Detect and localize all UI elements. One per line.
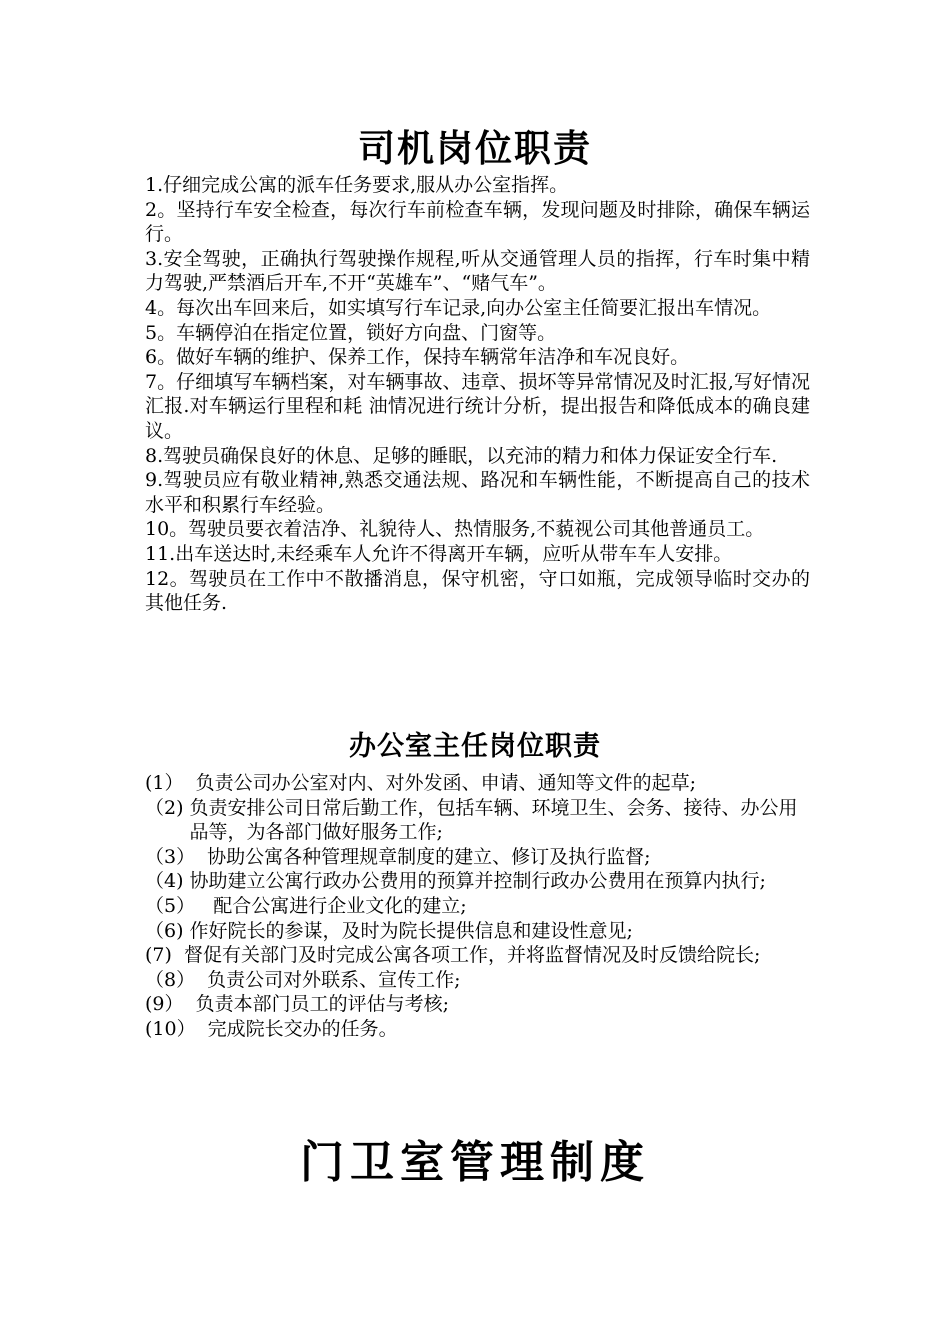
office-duty-number: （8） — [145, 968, 208, 991]
office-duty-item — [145, 919, 810, 944]
office-duty-text: 作好院长的参谋，及时为院长提供信息和建设性意见; — [189, 919, 633, 942]
driver-duty-item: 4。每次出车回来后，如实填写行车记录,向办公室主任简要汇报出车情况。 — [145, 296, 772, 319]
office-duty-item — [145, 796, 810, 845]
driver-duties-list — [145, 173, 810, 616]
office-duty-item — [145, 992, 810, 1017]
office-duty-text: 协助公寓各种管理规章制度的建立、修订及执行监督; — [207, 845, 651, 868]
office-duty-number: （5） — [145, 894, 214, 917]
driver-duty-item: 1.仔细完成公寓的派车任务要求,服从办公室指挥。 — [145, 174, 569, 196]
driver-duty-item: 2。坚持行车安全检查，每次行车前检查车辆，发现问题及时排除，确保车辆运行。 — [145, 198, 810, 246]
driver-duty-item: 6。做好车辆的维护、保养工作，保持车辆常年洁净和车况良好。 — [145, 346, 690, 369]
office-duty-number: (10） — [145, 1017, 208, 1040]
office-duty-number: （6) — [145, 919, 190, 942]
office-duty-text: 负责本部门员工的评估与考核; — [195, 993, 449, 1016]
driver-duty-item: 12。驾驶员在工作中不散播消息，保守机密，守口如瓶，完成领导临时交办的其他任务. — [145, 567, 810, 615]
driver-duty-item: 3.安全驾驶，正确执行驾驶操作规程,听从交通管理人员的指挥，行车时集中精力驾驶,严禁酒后开车,不开“英雄车”、“赌气车”。 — [145, 247, 810, 295]
office-duty-number: (1） — [145, 772, 196, 794]
office-duty-text: 负责安排公司日常后勤工作，包括车辆、环境卫生、会务、接待、办公用品等，为各部门做好服务工作; — [189, 796, 798, 844]
driver-duty-item: 5。车辆停泊在指定位置，锁好方向盘、门窗等。 — [145, 321, 557, 344]
driver-duty-item: 8.驾驶员确保良好的休息、足够的睡眠，以充沛的精力和体力保证安全行车. — [145, 444, 778, 467]
office-duty-number: （4) — [145, 870, 190, 893]
office-duty-item — [145, 1017, 810, 1042]
gatehouse-rules-title: 门卫室管理制度 — [300, 1137, 650, 1188]
office-duty-number: （3） — [145, 845, 208, 868]
office-duty-text: 负责公司办公室对内、对外发函、申请、通知等文件的起草; — [195, 772, 696, 794]
office-duties-list — [145, 771, 810, 1042]
driver-duties-title: 司机岗位职责 — [358, 127, 592, 170]
driver-duty-item: 9.驾驶员应有敬业精神,熟悉交通法规、路况和车辆性能，不断提高自己的技术水平和积累行车经验。 — [145, 469, 810, 516]
office-duty-item — [145, 869, 810, 894]
office-duty-item — [145, 845, 810, 870]
driver-duty-item: 10。驾驶员要衣着洁净、礼貌待人、热情服务,不藐视公司其他普通员工。 — [145, 518, 765, 541]
office-duty-text: 完成院长交办的任务。 — [207, 1017, 398, 1040]
office-duty-text: 协助建立公寓行政办公费用的预算并控制行政办公费用在预算内执行; — [189, 870, 766, 893]
office-duty-text: 督促有关部门及时完成公寓各项工作，并将监督情况及时反馈给院长; — [184, 944, 761, 967]
office-duty-item — [145, 943, 810, 968]
office-duty-item — [145, 771, 810, 796]
office-duty-item — [145, 968, 810, 993]
office-director-duties-title: 办公室主任岗位职责 — [349, 731, 601, 762]
office-duty-text: 配合公寓进行企业文化的建立; — [213, 894, 467, 917]
office-duty-number: （2) — [145, 796, 190, 819]
driver-duty-item: 7。仔细填写车辆档案，对车辆事故、违章、损坏等异常情况及时汇报,写好情况汇报.对车辆运行里程和耗 油情况进行统计分析，提出报告和降低成本的确良建议。 — [145, 370, 810, 442]
office-duty-text: 负责公司对外联系、宣传工作; — [207, 968, 461, 991]
office-duty-number: (9） — [145, 993, 196, 1016]
driver-duty-item: 11.出车送达时,未经乘车人允许不得离开车辆，应听从带车车人安排。 — [145, 542, 733, 565]
office-duty-number: (7) — [145, 944, 184, 967]
office-duty-item — [145, 894, 810, 919]
